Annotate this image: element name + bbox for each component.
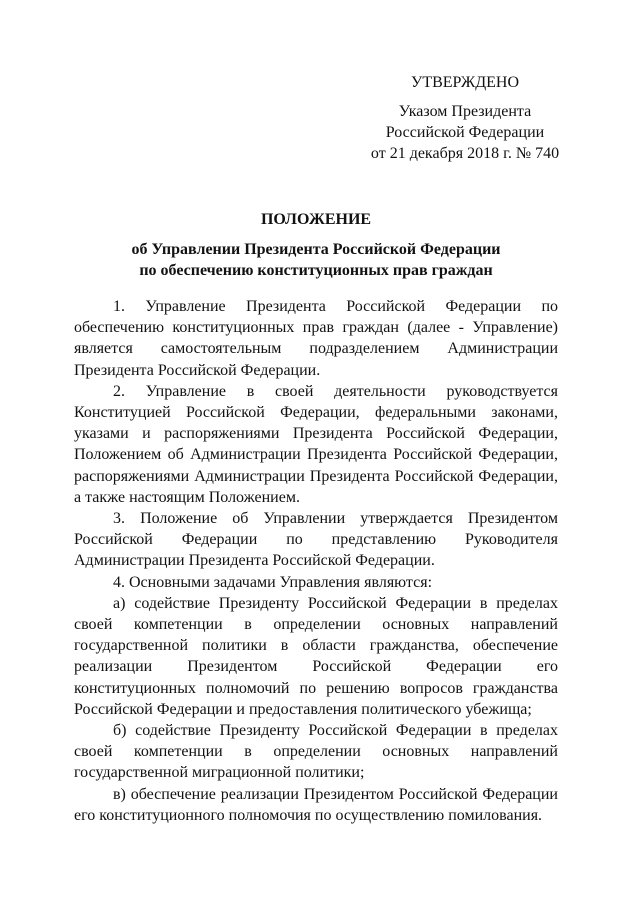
decree-date-line: от 21 декабря 2018 г. № 740 [370,145,560,162]
paragraph-4: 4. Основными задачами Управления являются: [113,573,433,591]
paragraph-2: 2. Управление в своей деятельности руководствуется Конституцией Российской Федерации, федеральными законами, указами и распоряжениями Президента Российской Федерации, Положением об Администрации Президента Российской Федерации, распоряжениями Администрации Президента Российской Федерации, а также настоящим Положением. [74,382,558,506]
approved-label: УТВЕРЖДЕНО [410,74,519,91]
document-subtitle-line-1: об Управлении Президента Российской Федерации [131,241,501,258]
paragraph-3: 3. Положение об Управлении утверждается Президентом Российской Федерации по представлению Руководителя Администрации Президента Российской Федерации. [74,510,558,570]
paragraph-4c: в) обеспечение реализации Президентом Российской Федерации его конституционного полномочия по осуществлению помилования. [74,785,558,824]
paragraph-1: 1. Управление Президента Российской Федерации по обеспечению конституционных прав граждан (далее - Управление) является самостоятельным подразделением Администрации Президента Российской Федерации. [74,298,558,379]
decree-line: Указом Президента [398,103,532,120]
paragraph-4b: б) содействие Президенту Российской Федерации в пределах своей компетенции в определении основных направлений государственной миграционной политики; [74,722,558,782]
document-subtitle-line-2: по обеспечению конституционных прав граждан [139,262,493,279]
document-title: ПОЛОЖЕНИЕ [260,211,372,228]
document-title-block [74,209,558,281]
paragraph-4a: а) содействие Президенту Российской Федерации в пределах своей компетенции в определении основных направлений государственной политики в области гражданства, обеспечение реализации Президентом Российской Федерации его конституционных полномочий по решению вопросов гражданства Российской Федерации и предоставления политического убежища; [74,594,558,718]
country-line: Российской Федерации [385,124,545,141]
document-body [74,296,558,826]
approval-stamp [350,72,580,164]
